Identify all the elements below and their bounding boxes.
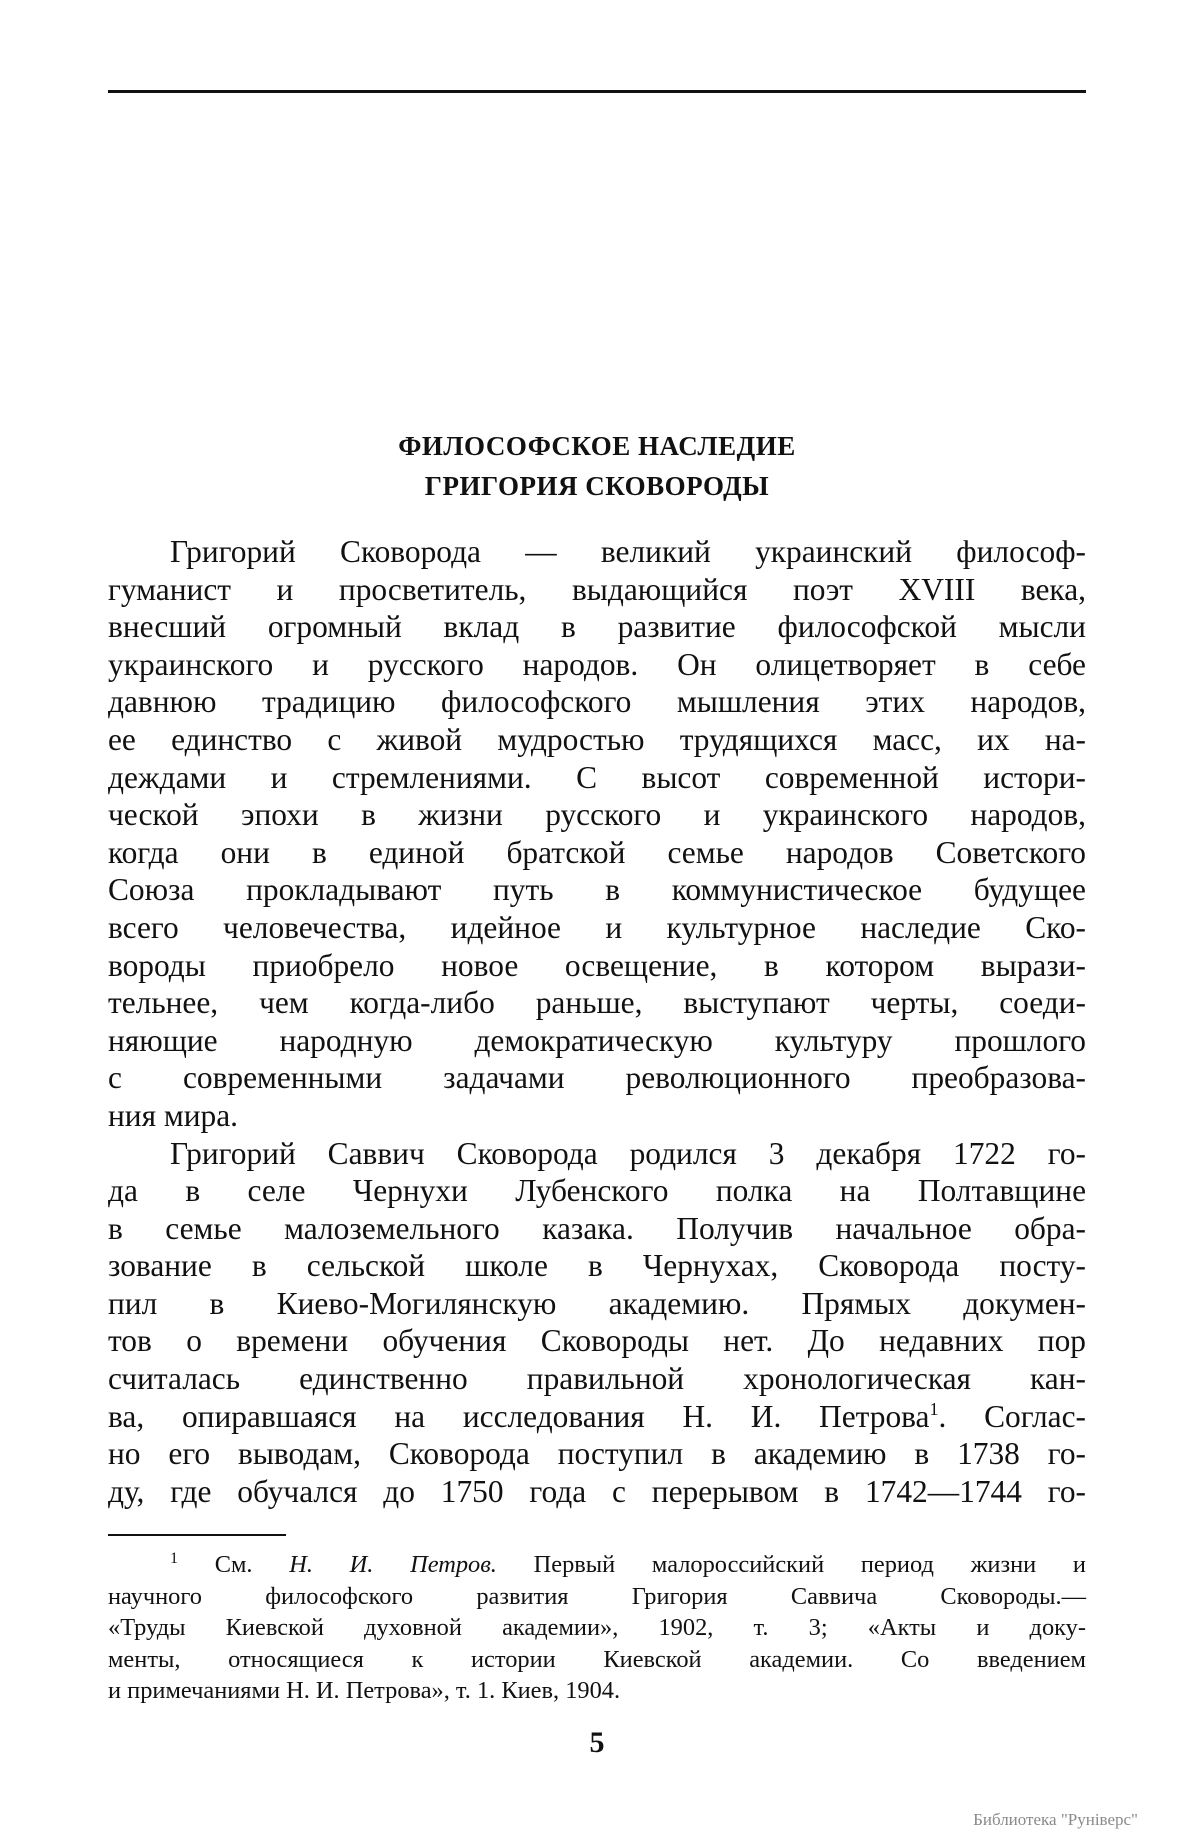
text-line: тельнее, чем когда-либо раньше, выступают черты, соеди-: [108, 985, 1086, 1021]
text-line: вороды приобрело новое освещение, в котором вырази-: [108, 947, 1086, 983]
text-segment: . Соглас-: [938, 1398, 1087, 1434]
text-segment: ва, опиравшаяся на исследования Н. И. Петрова: [108, 1398, 930, 1434]
text-line: гуманист и просветитель, выдающийся поэт XVIII века,: [108, 571, 1086, 607]
footnote: [108, 1549, 1086, 1707]
text-line-with-footnote-ref: [108, 1398, 1086, 1436]
footnote-author: Н. И. Петров.: [289, 1551, 497, 1578]
text-line: в семье малоземельного казака. Получив начальное обра-: [108, 1210, 1086, 1246]
footnote-line: и примечаниями Н. И. Петрова», т. 1. Киев, 1904.: [108, 1677, 621, 1705]
text-line: ее единство с живой мудростью трудящихся масс, их на-: [108, 721, 1086, 757]
library-watermark: Библиотека "Рунiверс": [973, 1810, 1138, 1829]
text-line: ния мира.: [108, 1097, 239, 1133]
text-line: Григорий Саввич Сковорода родился 3 декабря 1722 го-: [170, 1135, 1086, 1171]
text-line: когда они в единой братской семье народов Советского: [108, 834, 1086, 870]
footnote-prefix: См.: [214, 1551, 253, 1578]
chapter-title-line-1: ФИЛОСОФСКОЕ НАСЛЕДИЕ: [398, 431, 796, 461]
footnote-line: менты, относящиеся к истории Киевской академии. Со введением: [108, 1645, 1086, 1673]
text-line: няющие народную демократическую культуру прошлого: [108, 1022, 1086, 1058]
text-line: но его выводам, Сковорода поступил в академию в 1738 го-: [108, 1436, 1086, 1472]
text-line: зование в сельской школе в Чернухах, Сковорода посту-: [108, 1248, 1086, 1284]
body-text: [108, 533, 1086, 1510]
footnote-line: [108, 1549, 1086, 1581]
footnote-line: «Труды Киевской духовной академии», 1902, т. 3; «Акты и доку-: [108, 1614, 1086, 1642]
text-line: украинского и русского народов. Он олицетворяет в себе: [108, 646, 1086, 682]
top-rule: [108, 90, 1086, 93]
chapter-title: [108, 426, 1086, 506]
footnote-line: научного философского развития Григория Саввича Сковороды.—: [108, 1582, 1086, 1610]
text-line: деждами и стремлениями. С высот современной истори-: [108, 759, 1086, 795]
footnote-mark: 1: [170, 1550, 178, 1567]
text-line: Союза прокладывают путь в коммунистическое будущее: [108, 872, 1086, 908]
text-line: ду, где обучался до 1750 года с перерывом в 1742—1744 го-: [108, 1473, 1086, 1509]
text-line: пил в Киево-Могилянскую академию. Прямых докумен-: [108, 1285, 1086, 1321]
text-line: всего человечества, идейное и культурное наследие Ско-: [108, 909, 1086, 945]
text-line: внесший огромный вклад в развитие философской мысли: [108, 609, 1086, 645]
text-line: да в селе Чернухи Лубенского полка на Полтавщине: [108, 1173, 1086, 1209]
footnote-text: Первый малороссийский период жизни и: [533, 1551, 1086, 1578]
chapter-title-line-2: ГРИГОРИЯ СКОВОРОДЫ: [424, 471, 770, 501]
text-line: давнюю традицию философского мышления этих народов,: [108, 684, 1086, 720]
text-line: считалась единственно правильной хронологическая кан-: [108, 1361, 1086, 1397]
text-line: Григорий Сковорода — великий украинский философ-: [170, 534, 1086, 569]
text-line: с современными задачами революционного преобразова-: [108, 1060, 1086, 1096]
footnote-rule: [108, 1534, 286, 1536]
page-number: 5: [589, 1726, 605, 1759]
text-line: тов о времени обучения Сковороды нет. До недавних пор: [108, 1323, 1086, 1359]
footnote-reference[interactable]: 1: [929, 1398, 939, 1419]
text-line: ческой эпохи в жизни русского и украинского народов,: [108, 797, 1086, 833]
